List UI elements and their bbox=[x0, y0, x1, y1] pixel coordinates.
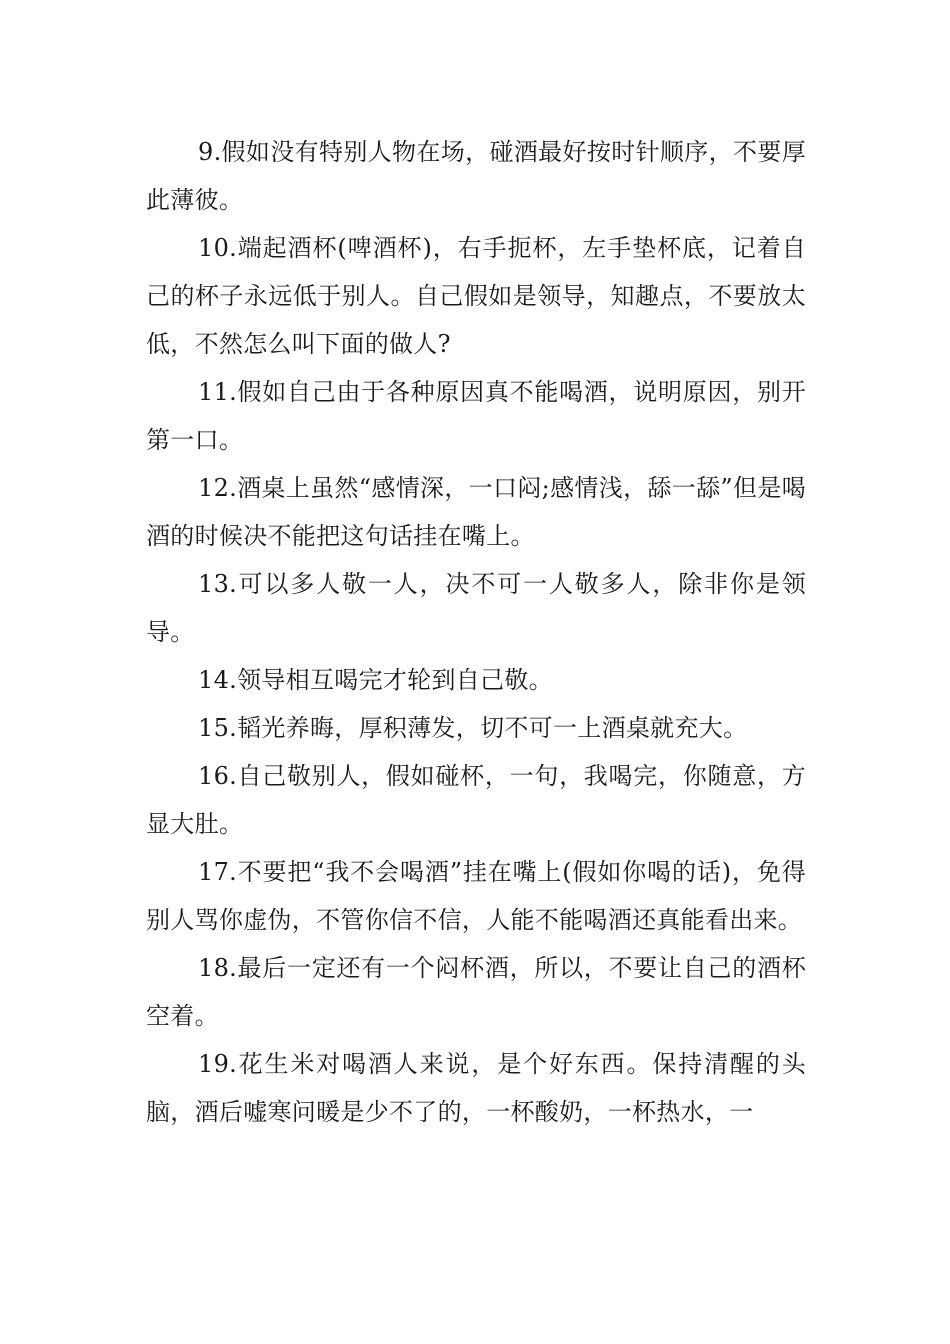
paragraph-11: 11.假如自己由于各种原因真不能喝酒，说明原因，别开第一口。 bbox=[146, 378, 806, 454]
paragraph-18: 18.最后一定还有一个闷杯酒，所以，不要让自己的酒杯空着。 bbox=[146, 954, 806, 1030]
paragraph-13: 13.可以多人敬一人，决不可一人敬多人，除非你是领导。 bbox=[146, 570, 806, 646]
paragraph-10: 10.端起酒杯(啤酒杯)，右手扼杯，左手垫杯底，记着自己的杯子永远低于别人。自己假如是领导，知趣点，不要放太低，不然怎么叫下面的做人? bbox=[146, 234, 806, 358]
paragraph-15: 15.韬光养晦，厚积薄发，切不可一上酒桌就充大。 bbox=[198, 714, 748, 742]
paragraph-16: 16.自己敬别人，假如碰杯，一句，我喝完，你随意，方显大肚。 bbox=[146, 762, 806, 838]
paragraph-17: 17.不要把“我不会喝酒”挂在嘴上(假如你喝的话)，免得别人骂你虚伪，不管你信不信，人能不能喝酒还真能看出来。 bbox=[146, 858, 806, 934]
document-body bbox=[146, 128, 806, 1136]
paragraph-19: 19.花生米对喝酒人来说，是个好东西。保持清醒的头脑，酒后嘘寒问暖是少不了的，一杯酸奶，一杯热水，一 bbox=[146, 1050, 806, 1126]
paragraph-14: 14.领导相互喝完才轮到自己敬。 bbox=[198, 666, 553, 694]
paragraph-9: 9.假如没有特别人物在场，碰酒最好按时针顺序，不要厚此薄彼。 bbox=[146, 138, 806, 214]
paragraph-12: 12.酒桌上虽然“感情深，一口闷;感情浅，舔一舔”但是喝酒的时候决不能把这句话挂在嘴上。 bbox=[146, 474, 806, 550]
